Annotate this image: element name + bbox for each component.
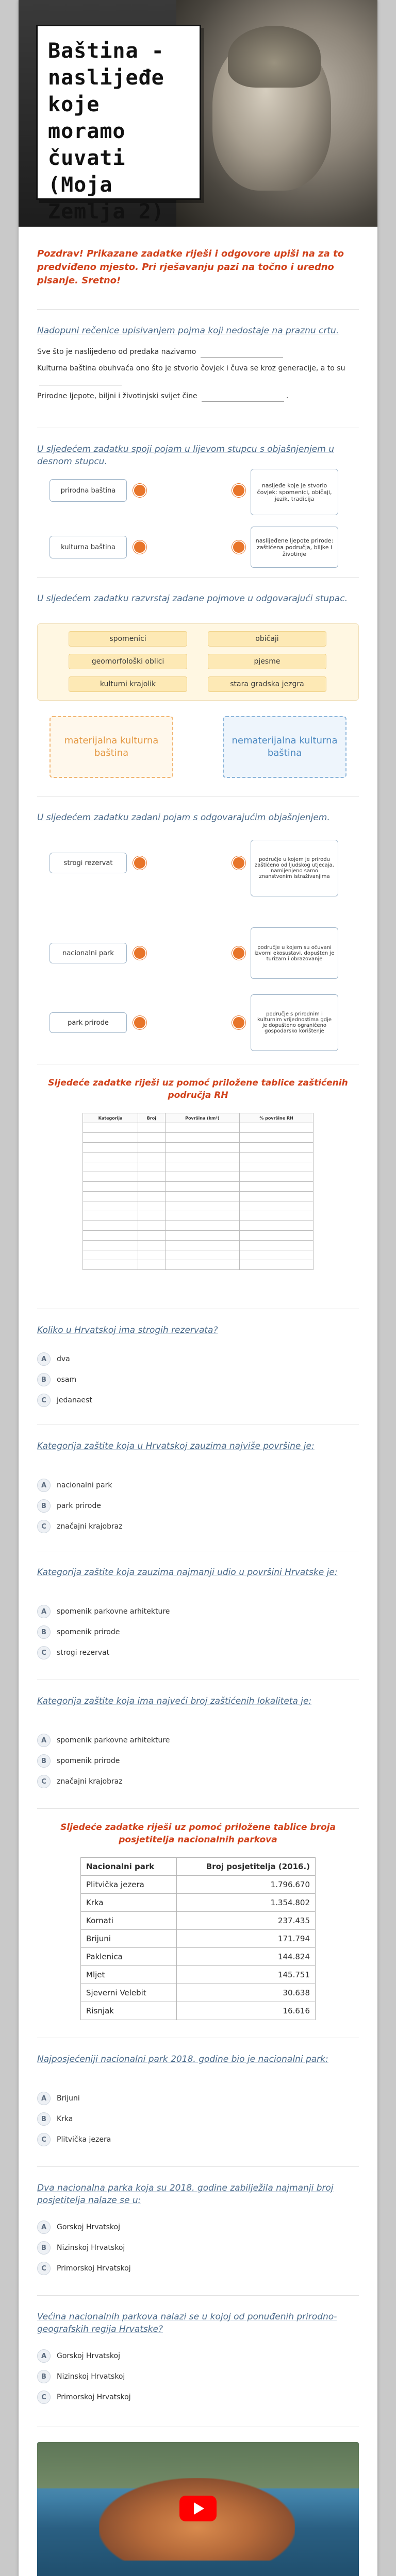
- table-cell: [83, 1231, 138, 1241]
- table-row: [83, 1231, 314, 1241]
- table-cell: [138, 1241, 165, 1250]
- option-letter: C: [37, 1520, 51, 1533]
- table-cell: [138, 1153, 165, 1162]
- q6-option-c[interactable]: [37, 1394, 92, 1407]
- q3-drop-nonmaterial[interactable]: nematerijalna kulturna baština: [223, 716, 346, 778]
- table-cell: [165, 1211, 240, 1221]
- table-cell: [165, 1260, 240, 1270]
- q1-blank-2[interactable]: [39, 377, 122, 385]
- divider: [37, 2166, 359, 2167]
- q12-option-c[interactable]: [37, 2262, 131, 2275]
- table-cell: Kornati: [81, 1912, 177, 1930]
- option-text: Plitvička jezera: [57, 2136, 111, 2144]
- table-cell: [83, 1260, 138, 1270]
- option-text: značajni krajobraz: [57, 1522, 123, 1531]
- q3-heading: [37, 592, 359, 605]
- table-cell: [240, 1260, 314, 1270]
- table-cell: [83, 1241, 138, 1250]
- play-icon[interactable]: [179, 2496, 217, 2521]
- q13-option-b[interactable]: [37, 2370, 125, 2383]
- table-cell: [165, 1133, 240, 1143]
- table-cell: [165, 1201, 240, 1211]
- q2-left-1[interactable]: prirodna baština: [50, 479, 127, 502]
- table-row: [81, 2002, 316, 2020]
- table-row: [83, 1241, 314, 1250]
- table-cell: [138, 1162, 165, 1172]
- q2-connector-right-2[interactable]: [232, 540, 245, 554]
- protected-areas-body: [83, 1123, 314, 1270]
- option-letter: C: [37, 2391, 51, 2404]
- q7-option-c[interactable]: [37, 1520, 123, 1533]
- option-letter: C: [37, 1646, 51, 1659]
- page-title: Baština - naslijeđe koje moramo čuvati (Moja Zemlja 2): [48, 39, 164, 224]
- table-cell: Paklenica: [81, 1948, 177, 1966]
- q4-connector-right-2[interactable]: [232, 946, 245, 960]
- table-cell: [138, 1260, 165, 1270]
- q13-heading: [37, 2311, 359, 2335]
- q11-option-b[interactable]: [37, 2112, 73, 2126]
- table-row: [81, 1948, 316, 1966]
- option-text: Gorskoj Hrvatskoj: [57, 2352, 120, 2360]
- table-cell: [138, 1192, 165, 1201]
- q9-heading-text: Kategorija zaštite koja ima najveći broj zaštićenih lokaliteta je:: [37, 1696, 312, 1706]
- table-row: [83, 1123, 314, 1133]
- q3-word-bank: [37, 623, 359, 701]
- q8-heading: [37, 1566, 359, 1579]
- table-row: [83, 1250, 314, 1260]
- table-cell: 144.824: [176, 1948, 315, 1966]
- worksheet-page: [19, 0, 377, 2576]
- q1-line1: [37, 346, 359, 358]
- option-text: spomenik parkovne arhitekture: [57, 1607, 170, 1616]
- q10-heading-text: Sljedeće zadatke riješi uz pomoć priložene tablice broja posjetitelja nacionalnih parkova: [60, 1822, 336, 1845]
- option-text: Primorskoj Hrvatskoj: [57, 2393, 131, 2401]
- table-cell: [138, 1133, 165, 1143]
- option-letter: B: [37, 1373, 51, 1386]
- q2-heading: [37, 443, 359, 468]
- table-cell: 145.751: [176, 1966, 315, 1984]
- q9-option-b[interactable]: [37, 1754, 120, 1768]
- q13-option-c[interactable]: [37, 2391, 131, 2404]
- option-letter: B: [37, 2112, 51, 2126]
- option-letter: B: [37, 2370, 51, 2383]
- table-row: [83, 1201, 314, 1211]
- q2-left-2[interactable]: kulturna baština: [50, 536, 127, 558]
- table-cell: [165, 1172, 240, 1182]
- option-letter: A: [37, 1479, 51, 1492]
- table-cell: [240, 1201, 314, 1211]
- q6-heading: [37, 1324, 359, 1336]
- table-cell: Mljet: [81, 1966, 177, 1984]
- table-row: [83, 1182, 314, 1192]
- q4-right-2[interactable]: područje u kojem su očuvani izvorni ekosustavi, dopušten je turizam i obrazovanje: [251, 927, 338, 979]
- header-banner: [19, 0, 377, 227]
- q9-option-c[interactable]: [37, 1775, 123, 1788]
- table-cell: 16.616: [176, 2002, 315, 2020]
- option-letter: C: [37, 2262, 51, 2275]
- table-cell: Plitvička jezera: [81, 1876, 177, 1894]
- table-cell: [83, 1192, 138, 1201]
- table-cell: [165, 1231, 240, 1241]
- q7-option-a[interactable]: [37, 1479, 112, 1492]
- table-row: [83, 1143, 314, 1153]
- q2-right-1[interactable]: nasljeđe koje je stvorio čovjek: spomenici, običaji, jezik, tradicija: [251, 469, 338, 515]
- statue-image: [212, 36, 331, 191]
- table-cell: [83, 1250, 138, 1260]
- q3-drop-material[interactable]: materijalna kulturna baština: [50, 716, 173, 778]
- option-letter: A: [37, 2221, 51, 2234]
- table-header-cell: Kategorija: [83, 1113, 138, 1123]
- q11-option-a[interactable]: [37, 2092, 80, 2105]
- table-cell: Sjeverni Velebit: [81, 1984, 177, 2002]
- table-row: [83, 1192, 314, 1201]
- q2-connector-right-1[interactable]: [232, 484, 245, 497]
- option-text: spomenik prirode: [57, 1628, 120, 1636]
- table-cell: [240, 1153, 314, 1162]
- q3-word-6[interactable]: stara gradska jezgra: [208, 676, 326, 692]
- q4-connector-left-2[interactable]: [133, 946, 146, 960]
- table-cell: 1.796.670: [176, 1876, 315, 1894]
- option-text: Gorskoj Hrvatskoj: [57, 2223, 120, 2231]
- table-header-cell: Nacionalni park: [81, 1858, 177, 1876]
- option-text: osam: [57, 1376, 77, 1384]
- table-header-cell: % površine RH: [240, 1113, 314, 1123]
- national-parks-table: [80, 1857, 316, 2020]
- q7-option-b[interactable]: [37, 1499, 101, 1513]
- q1-text1: Sve što je naslijeđeno od predaka nazivamo: [37, 348, 196, 356]
- divider: [37, 2295, 359, 2296]
- q3-heading-text: U sljedećem zadatku razvrstaj zadane pojmove u odgovarajući stupac.: [37, 594, 348, 604]
- q12-option-b[interactable]: [37, 2241, 125, 2255]
- option-text: spomenik parkovne arhitekture: [57, 1736, 170, 1744]
- option-letter: B: [37, 1499, 51, 1513]
- q1-line2: [37, 363, 359, 385]
- q7-heading: [37, 1440, 359, 1452]
- table-cell: [240, 1250, 314, 1260]
- table-cell: [240, 1231, 314, 1241]
- table-cell: Brijuni: [81, 1930, 177, 1948]
- table-row: [83, 1153, 314, 1162]
- table-row: [81, 1912, 316, 1930]
- q13-heading-text: Većina nacionalnih parkova nalazi se u kojoj od ponuđenih prirodno-geografskih regija Hrvatske?: [37, 2312, 337, 2334]
- q4-heading-text: U sljedećem zadatku zadani pojam s odgovarajućim objašnjenjem.: [37, 812, 330, 823]
- table-cell: [165, 1192, 240, 1201]
- table-cell: [240, 1123, 314, 1133]
- table-cell: [83, 1182, 138, 1192]
- option-text: strogi rezervat: [57, 1649, 110, 1657]
- table-row: [83, 1211, 314, 1221]
- table-cell: [165, 1162, 240, 1172]
- option-letter: A: [37, 1352, 51, 1366]
- table-cell: [165, 1143, 240, 1153]
- option-text: Krka: [57, 2115, 73, 2123]
- divider: [37, 309, 359, 310]
- table-row: [81, 1930, 316, 1948]
- q4-connector-right-1[interactable]: [232, 856, 245, 870]
- q9-heading: [37, 1695, 359, 1707]
- q1-heading: Nadopuni rečenice upisivanjem pojma koji nedostaje na praznu crtu.: [37, 326, 339, 336]
- table-cell: [138, 1182, 165, 1192]
- table-cell: [83, 1172, 138, 1182]
- table-cell: [240, 1143, 314, 1153]
- table-cell: [138, 1201, 165, 1211]
- option-letter: A: [37, 2092, 51, 2105]
- q9-option-a[interactable]: [37, 1734, 170, 1747]
- table-cell: 1.354.802: [176, 1894, 315, 1912]
- q11-heading-text: Najposjećeniji nacionalni park 2018. godine bio je nacionalni park:: [37, 2054, 328, 2064]
- q4-left-1[interactable]: strogi rezervat: [50, 853, 127, 873]
- table-cell: [240, 1133, 314, 1143]
- q2-heading-text: U sljedećem zadatku spoji pojam u lijevom stupcu s objašnjenjem u desnom stupcu.: [37, 444, 335, 467]
- q1-text2: Kulturna baština obuhvaća ono što je stvorio čovjek i čuva se kroz generacije, a to su: [37, 364, 345, 372]
- q3-word-4[interactable]: pjesme: [208, 654, 326, 669]
- table-cell: [240, 1162, 314, 1172]
- table-cell: [240, 1221, 314, 1231]
- q3-word-3[interactable]: geomorfološki oblici: [69, 654, 187, 669]
- divider: [37, 1808, 359, 1809]
- table-cell: [138, 1221, 165, 1231]
- table-cell: [138, 1123, 165, 1133]
- option-letter: A: [37, 2349, 51, 2363]
- q6-heading-text: Koliko u Hrvatskoj ima strogih rezervata?: [37, 1325, 218, 1335]
- option-letter: B: [37, 2241, 51, 2255]
- option-text: nacionalni park: [57, 1481, 112, 1489]
- q1-text4: .: [286, 392, 289, 400]
- table-cell: [83, 1123, 138, 1133]
- table-cell: [138, 1231, 165, 1241]
- option-letter: C: [37, 2133, 51, 2146]
- q4-right-1[interactable]: područje u kojem je prirodu zaštićeno od ljudskog utjecaja, namijenjeno samo znanstvenim istraživanjima: [251, 840, 338, 896]
- q3-word-5[interactable]: kulturni krajolik: [69, 676, 187, 692]
- table-header-cell: Površina (km²): [165, 1113, 240, 1123]
- table-cell: [165, 1153, 240, 1162]
- q2-connector-left-1[interactable]: [133, 484, 146, 497]
- table-row: [83, 1162, 314, 1172]
- q3-word-1[interactable]: spomenici: [69, 631, 187, 647]
- table-cell: 30.638: [176, 1984, 315, 2002]
- table-row: [81, 1894, 316, 1912]
- q4-connector-right-3[interactable]: [232, 1016, 245, 1029]
- table-cell: [240, 1211, 314, 1221]
- table-header-row: [81, 1858, 316, 1876]
- q1-blank-3[interactable]: [202, 394, 284, 402]
- table-cell: [83, 1153, 138, 1162]
- q4-left-2[interactable]: nacionalni park: [50, 943, 127, 963]
- table-cell: [83, 1211, 138, 1221]
- table-header-cell: Broj: [138, 1113, 165, 1123]
- option-text: jedanaest: [57, 1396, 92, 1404]
- q11-option-c[interactable]: [37, 2133, 111, 2146]
- option-letter: A: [37, 1734, 51, 1747]
- q13-option-a[interactable]: [37, 2349, 120, 2363]
- q8-option-c[interactable]: [37, 1646, 109, 1659]
- table-cell: [138, 1211, 165, 1221]
- table-cell: [83, 1143, 138, 1153]
- q4-left-3[interactable]: park prirode: [50, 1012, 127, 1033]
- table-row: [81, 1984, 316, 2002]
- option-text: dva: [57, 1355, 70, 1363]
- table-cell: [240, 1241, 314, 1250]
- q7-heading-text: Kategorija zaštite koja u Hrvatskoj zauzima najviše površine je:: [37, 1441, 315, 1451]
- q12-heading-text: Dva nacionalna parka koja su 2018. godine zabilježila najmanji broj posjetitelja nalaze se u:: [37, 2183, 334, 2206]
- q6-option-a[interactable]: [37, 1352, 70, 1366]
- table-cell: [165, 1250, 240, 1260]
- national-parks-body: [81, 1876, 316, 2020]
- option-text: značajni krajobraz: [57, 1777, 123, 1786]
- table-row: [83, 1221, 314, 1231]
- option-letter: A: [37, 1605, 51, 1618]
- q1-text3: Prirodne ljepote, biljni i životinjski svijet čine: [37, 392, 197, 400]
- q12-heading: [37, 2182, 359, 2207]
- table-cell: [83, 1201, 138, 1211]
- table-cell: [165, 1241, 240, 1250]
- table-row: [81, 1876, 316, 1894]
- table-row: [83, 1133, 314, 1143]
- option-letter: C: [37, 1394, 51, 1407]
- q11-heading: [37, 2053, 359, 2065]
- q4-connector-left-3[interactable]: [133, 1016, 146, 1029]
- table-cell: [138, 1250, 165, 1260]
- video-player[interactable]: [37, 2442, 359, 2576]
- title-card: [36, 25, 201, 224]
- table-cell: [138, 1143, 165, 1153]
- table-cell: [240, 1172, 314, 1182]
- option-text: Primorskoj Hrvatskoj: [57, 2264, 131, 2273]
- table-cell: [83, 1162, 138, 1172]
- option-letter: B: [37, 1625, 51, 1639]
- q1-blank-1[interactable]: [201, 349, 283, 358]
- table-header-row: [83, 1113, 314, 1123]
- q8-option-b[interactable]: [37, 1625, 120, 1639]
- divider: [37, 577, 359, 578]
- table-cell: [165, 1221, 240, 1231]
- q5-heading-text: Sljedeće zadatke riješi uz pomoć priložene tablice zaštićenih područja RH: [48, 1078, 348, 1100]
- q4-right-3[interactable]: područje s prirodnim i kulturnim vrijednostima gdje je dopušteno ograničeno gospodarsko korištenje: [251, 994, 338, 1051]
- table-header-cell: Broj posjetitelja (2016.): [176, 1858, 315, 1876]
- table-cell: [83, 1133, 138, 1143]
- option-text: spomenik prirode: [57, 1757, 120, 1765]
- table-cell: Krka: [81, 1894, 177, 1912]
- table-cell: [165, 1182, 240, 1192]
- q5-heading: [37, 1077, 359, 1101]
- table-row: [81, 1966, 316, 1984]
- q3-word-2[interactable]: običaji: [208, 631, 326, 647]
- q4-connector-left-1[interactable]: [133, 856, 146, 870]
- q6-option-b[interactable]: [37, 1373, 76, 1386]
- option-text: Nizinskoj Hrvatskoj: [57, 2372, 125, 2381]
- q2-right-2[interactable]: naslijeđene ljepote prirode: zaštićena područja, biljke i životinje: [251, 527, 338, 568]
- q8-heading-text: Kategorija zaštite koja zauzima najmanji udio u površini Hrvatske je:: [37, 1567, 338, 1578]
- option-letter: B: [37, 1754, 51, 1768]
- table-cell: [240, 1182, 314, 1192]
- table-cell: [83, 1221, 138, 1231]
- table-cell: [165, 1123, 240, 1133]
- protected-areas-table: [82, 1113, 314, 1270]
- q10-heading: [37, 1821, 359, 1846]
- option-text: park prirode: [57, 1502, 101, 1510]
- intro-text: Pozdrav! Prikazane zadatke riješi i odgovore upiši na za to predviđeno mjesto. Pri rješavanju pazi na točno i uredno pisanje. Sretno!: [37, 248, 344, 286]
- q1-block: [37, 325, 359, 402]
- table-cell: 171.794: [176, 1930, 315, 1948]
- q8-option-a[interactable]: [37, 1605, 170, 1618]
- option-text: Nizinskoj Hrvatskoj: [57, 2244, 125, 2252]
- table-cell: [138, 1172, 165, 1182]
- option-text: Brijuni: [57, 2094, 80, 2103]
- table-cell: Risnjak: [81, 2002, 177, 2020]
- table-row: [83, 1172, 314, 1182]
- q2-connector-left-2[interactable]: [133, 540, 146, 554]
- table-cell: [240, 1192, 314, 1201]
- table-cell: 237.435: [176, 1912, 315, 1930]
- table-row: [83, 1260, 314, 1270]
- q12-option-a[interactable]: [37, 2221, 120, 2234]
- q1-line3: [37, 391, 359, 402]
- q4-heading: [37, 811, 359, 824]
- option-letter: C: [37, 1775, 51, 1788]
